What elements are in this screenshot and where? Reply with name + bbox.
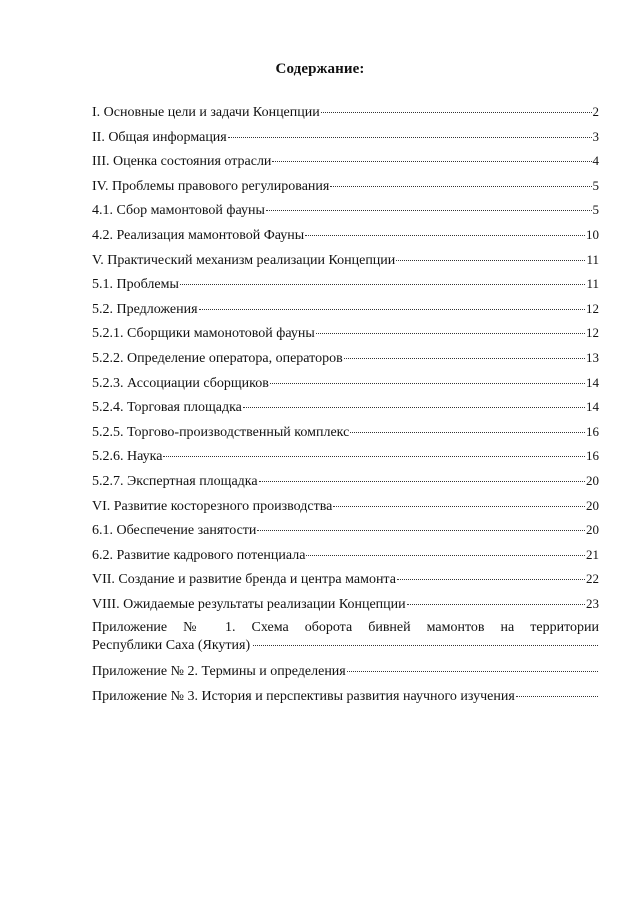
- toc-entry-text: Республики Саха (Якутия): [92, 638, 251, 654]
- toc-page-number: 22: [586, 571, 599, 587]
- toc-page-number: 11: [586, 251, 599, 267]
- toc-leader: [270, 383, 585, 384]
- toc-leader: [306, 555, 585, 556]
- toc-page-number: 16: [586, 448, 599, 464]
- toc-leader: [397, 579, 585, 580]
- toc-page-number: 20: [586, 497, 599, 513]
- toc-leader: [180, 284, 586, 285]
- toc-leader: [407, 604, 585, 605]
- toc-page-number: 14: [586, 399, 599, 415]
- toc-leader: [163, 456, 585, 457]
- toc-entry-text: III. Оценка состояния отрасли: [92, 154, 272, 170]
- toc-entry[interactable]: [92, 251, 599, 276]
- toc-page-number: 16: [586, 423, 599, 439]
- toc-page-number: 12: [586, 300, 599, 316]
- toc-entry-text: VIII. Ожидаемые результаты реализации Концепции: [92, 596, 406, 612]
- toc-entry-text: VI. Развитие косторезного производства: [92, 498, 333, 514]
- toc-leader: [350, 432, 585, 433]
- toc-entry[interactable]: [92, 324, 599, 349]
- toc-entry[interactable]: [92, 447, 599, 472]
- toc-entry-text: V. Практический механизм реализации Концепции: [92, 252, 396, 268]
- toc-entry[interactable]: [92, 226, 599, 251]
- toc-entry-text: 5.2.6. Наука: [92, 449, 163, 465]
- toc-leader: [516, 696, 598, 697]
- toc-entry-text: Приложение № 1. Схема оборота бивней мамонтов на территории: [92, 620, 599, 636]
- toc-entry[interactable]: [92, 103, 599, 128]
- toc-entry[interactable]: [92, 570, 599, 595]
- toc-entry[interactable]: [92, 423, 599, 448]
- toc-entry-text: 4.1. Сбор мамонтовой фауны: [92, 203, 265, 219]
- toc-appendix-entry[interactable]: [92, 619, 599, 663]
- toc-leader: [253, 645, 598, 646]
- toc-leader: [316, 333, 585, 334]
- toc-page-number: 23: [586, 595, 599, 611]
- toc-entry[interactable]: [92, 398, 599, 423]
- toc-entry[interactable]: [92, 521, 599, 546]
- toc-page-number: 3: [592, 128, 599, 144]
- toc-page-number: 13: [586, 349, 599, 365]
- toc-leader: [243, 407, 585, 408]
- toc-entry[interactable]: [92, 128, 599, 153]
- toc-entry[interactable]: [92, 595, 599, 620]
- toc-entry-text: VII. Создание и развитие бренда и центра мамонта: [92, 572, 396, 588]
- toc-entry[interactable]: [92, 275, 599, 300]
- toc-entry-text: 6.1. Обеспечение занятости: [92, 523, 257, 539]
- toc-entry-text: Приложение № 3. История и перспективы развития научного изучения: [92, 689, 515, 705]
- toc-page-number: 5: [592, 177, 599, 193]
- toc-page-number: 2: [592, 104, 599, 119]
- toc-entry-text: I. Основные цели и задачи Концепции: [92, 105, 320, 120]
- toc-title: Содержание:: [275, 61, 365, 77]
- toc-leader: [344, 358, 585, 359]
- table-of-contents: [92, 103, 599, 713]
- toc-leader: [257, 530, 585, 531]
- toc-page-number: 20: [586, 522, 599, 538]
- toc-entry-text: 4.2. Реализация мамонтовой Фауны: [92, 227, 305, 243]
- toc-appendix-entry[interactable]: [92, 688, 599, 713]
- toc-entry[interactable]: [92, 546, 599, 571]
- toc-page-number: 20: [586, 472, 599, 488]
- toc-leader: [228, 137, 592, 138]
- toc-entry[interactable]: [92, 472, 599, 497]
- toc-leader: [396, 260, 585, 261]
- toc-leader: [199, 309, 585, 310]
- toc-entry-text: II. Общая информация: [92, 129, 227, 145]
- toc-page-number: 12: [586, 325, 599, 341]
- toc-entry[interactable]: [92, 300, 599, 325]
- toc-entry-text: 5.2.2. Определение оператора, операторов: [92, 350, 343, 366]
- toc-entry-text: 5.2.5. Торгово-производственный комплекс: [92, 424, 350, 440]
- toc-entry[interactable]: [92, 497, 599, 522]
- toc-entry[interactable]: [92, 374, 599, 399]
- toc-leader: [305, 235, 585, 236]
- toc-leader: [347, 671, 598, 672]
- toc-page-number: 5: [592, 202, 599, 218]
- toc-leader: [259, 481, 585, 482]
- toc-leader: [330, 186, 591, 187]
- toc-entry[interactable]: [92, 152, 599, 177]
- toc-entry-text: 5.2. Предложения: [92, 301, 198, 317]
- toc-leader: [266, 210, 592, 211]
- toc-entry[interactable]: [92, 201, 599, 226]
- toc-entry-text: 5.1. Проблемы: [92, 277, 179, 293]
- toc-entry-text: 5.2.1. Сборщики мамонотовой фауны: [92, 326, 315, 342]
- toc-appendix-entry[interactable]: [92, 663, 599, 688]
- toc-entry-text: 5.2.7. Экспертная площадка: [92, 473, 258, 489]
- toc-page-number: 10: [586, 226, 599, 242]
- toc-entry-text: IV. Проблемы правового регулирования: [92, 178, 330, 194]
- toc-entry[interactable]: [92, 177, 599, 202]
- toc-entry-text: 5.2.4. Торговая площадка: [92, 400, 242, 416]
- toc-entry[interactable]: [92, 349, 599, 374]
- toc-leader: [333, 506, 585, 507]
- toc-page-number: 11: [586, 276, 599, 292]
- toc-entry-second-line: [92, 637, 599, 655]
- toc-entry-text: 5.2.3. Ассоциации сборщиков: [92, 375, 269, 391]
- toc-leader: [272, 161, 591, 162]
- toc-leader: [321, 112, 592, 113]
- toc-entry-text: Приложение № 2. Термины и определения: [92, 664, 346, 680]
- toc-page-number: 21: [586, 546, 599, 562]
- toc-page-number: 14: [586, 374, 599, 390]
- toc-page-number: 4: [592, 153, 599, 169]
- toc-entry-text: 6.2. Развитие кадрового потенциала: [92, 547, 306, 563]
